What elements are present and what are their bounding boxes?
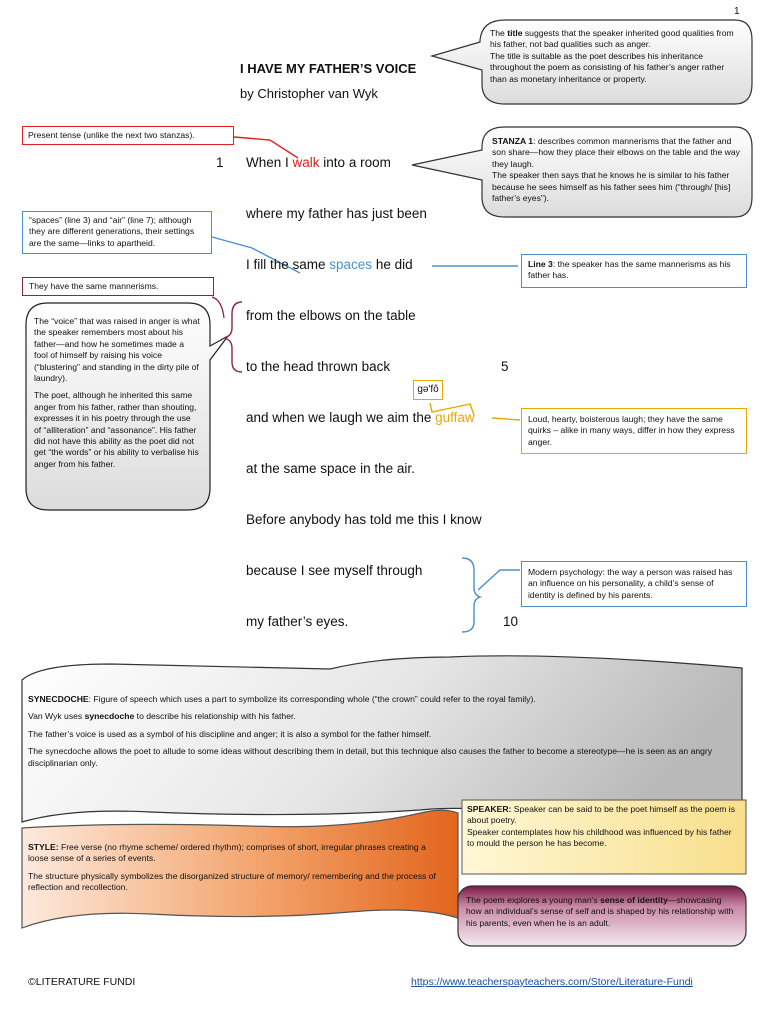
stanza1-note: STANZA 1: describes common mannerisms that the father and son share—how they place their elbows on the table and the way they laugh. The speaker then says that he knows he is similar to his father because he sees himself as his father sees him (“through/ [his] father’s eyes”). xyxy=(492,136,740,204)
guffaw-note: Loud, hearty, boisterous laugh; they have the same quirks – alike in many ways, differ in how they express anger. xyxy=(521,408,747,454)
line-number-5: 5 xyxy=(501,359,509,374)
poem-line-5: to the head thrown back xyxy=(246,359,391,374)
highlight-guffaw: guffaw xyxy=(435,410,475,425)
line-number-10: 10 xyxy=(503,614,519,629)
spaces-air-note: “spaces” (line 3) and “air” (line 7); although they are different generations, their settings are the same—links to apartheid. xyxy=(22,211,212,254)
page-number: 1 xyxy=(734,6,740,17)
highlight-walk: walk xyxy=(292,155,320,170)
mannerisms-brace xyxy=(224,302,242,372)
poem-line-7: at the same space in the air. xyxy=(246,461,415,476)
poem-line-9: because I see myself through xyxy=(246,563,423,578)
poem-line-10: my father’s eyes. xyxy=(246,614,349,629)
identity-note: The poem explores a young man’s sense of identity—showcasing how an individual’s sense of self and is shaped by his relationship with his parents, even when he is an adult. xyxy=(466,895,734,928)
poem-title: I HAVE MY FATHER’S VOICE xyxy=(240,61,417,76)
poem-line-8: Before anybody has told me this I know xyxy=(246,512,482,527)
psychology-note: Modern psychology: the way a person was raised has an influence on his personality, a child’s sense of identity is defined by his parents. xyxy=(521,561,747,607)
style-note: STYLE: Free verse (no rhyme scheme/ ordered rhythm); comprises of short, irregular phrases creating a loose sense of a series of events. The structure physically symbolizes the disorganized structure of memory/ remembering and the process of reflection and recollection. xyxy=(28,842,436,893)
line3-note: Line 3: the speaker has the same mannerisms as his father has. xyxy=(521,254,747,288)
psychology-connector xyxy=(478,570,520,590)
poem-line-6: and when we laugh we aim the guffaw xyxy=(246,410,475,425)
speaker-note: SPEAKER: Speaker can be said to be the poet himself as the poem is about poetry. Speaker contemplates how his childhood was influenced by his father to mould the person he has become. xyxy=(467,804,735,849)
pronunciation-note: gə'fô xyxy=(413,380,443,400)
footer-store-link[interactable]: https://www.teacherspayteachers.com/Store/Literature-Fundi xyxy=(411,976,693,988)
poem-line-4: from the elbows on the table xyxy=(246,308,416,323)
poem-line-3: I fill the same spaces he did xyxy=(246,257,413,272)
guffaw-connector xyxy=(492,418,520,420)
line-number-1: 1 xyxy=(216,155,224,170)
same-mannerisms-note: They have the same mannerisms. xyxy=(22,277,214,296)
mannerisms-connector xyxy=(212,297,224,318)
poem-line-1: When I walk into a room xyxy=(246,155,391,170)
poem-author: by Christopher van Wyk xyxy=(240,86,378,101)
title-note: The title suggests that the speaker inherited good qualities from his father, not bad qualities such as anger. The title is suitable as the poet describes his inheritance throughout the poem as consisting of his father’s anger rather than as monetary inheritance or property. xyxy=(490,28,734,84)
highlight-spaces: spaces xyxy=(329,257,373,272)
voice-note: The “voice” that was raised in anger is what the speaker remembers most about his father—and how he sometimes made a fool of himself by raising his voice (“blustering” and standing in the dirty pile of laundry). The poet, although he inherited this same anger from his father, rather than shouting, expresses it in his poetry through the use of “alliteration” and “assonance”. His father did not have this ability as the poet did not get “the words” or his ability to verbalise his anger from his father. xyxy=(34,316,200,469)
present-tense-note: Present tense (unlike the next two stanzas). xyxy=(22,126,234,145)
footer-copyright: ©LITERATURE FUNDI xyxy=(28,976,136,988)
psychology-brace xyxy=(462,558,480,632)
synecdoche-note: SYNECDOCHE: Figure of speech which uses a part to symbolize its corresponding whole (“the crown” could refer to the royal family). Van Wyk uses synecdoche to describe his relationship with his father. The father’s voice is used as a symbol of his discipline and anger; it is also a symbol for the father himself. The synecdoche allows the poet to allude to some ideas without describing them in detail, but this technique also causes the father to become a stereotype—he is seen as an angry disciplinarian only. xyxy=(28,694,713,768)
poem-line-2: where my father has just been xyxy=(246,206,427,221)
